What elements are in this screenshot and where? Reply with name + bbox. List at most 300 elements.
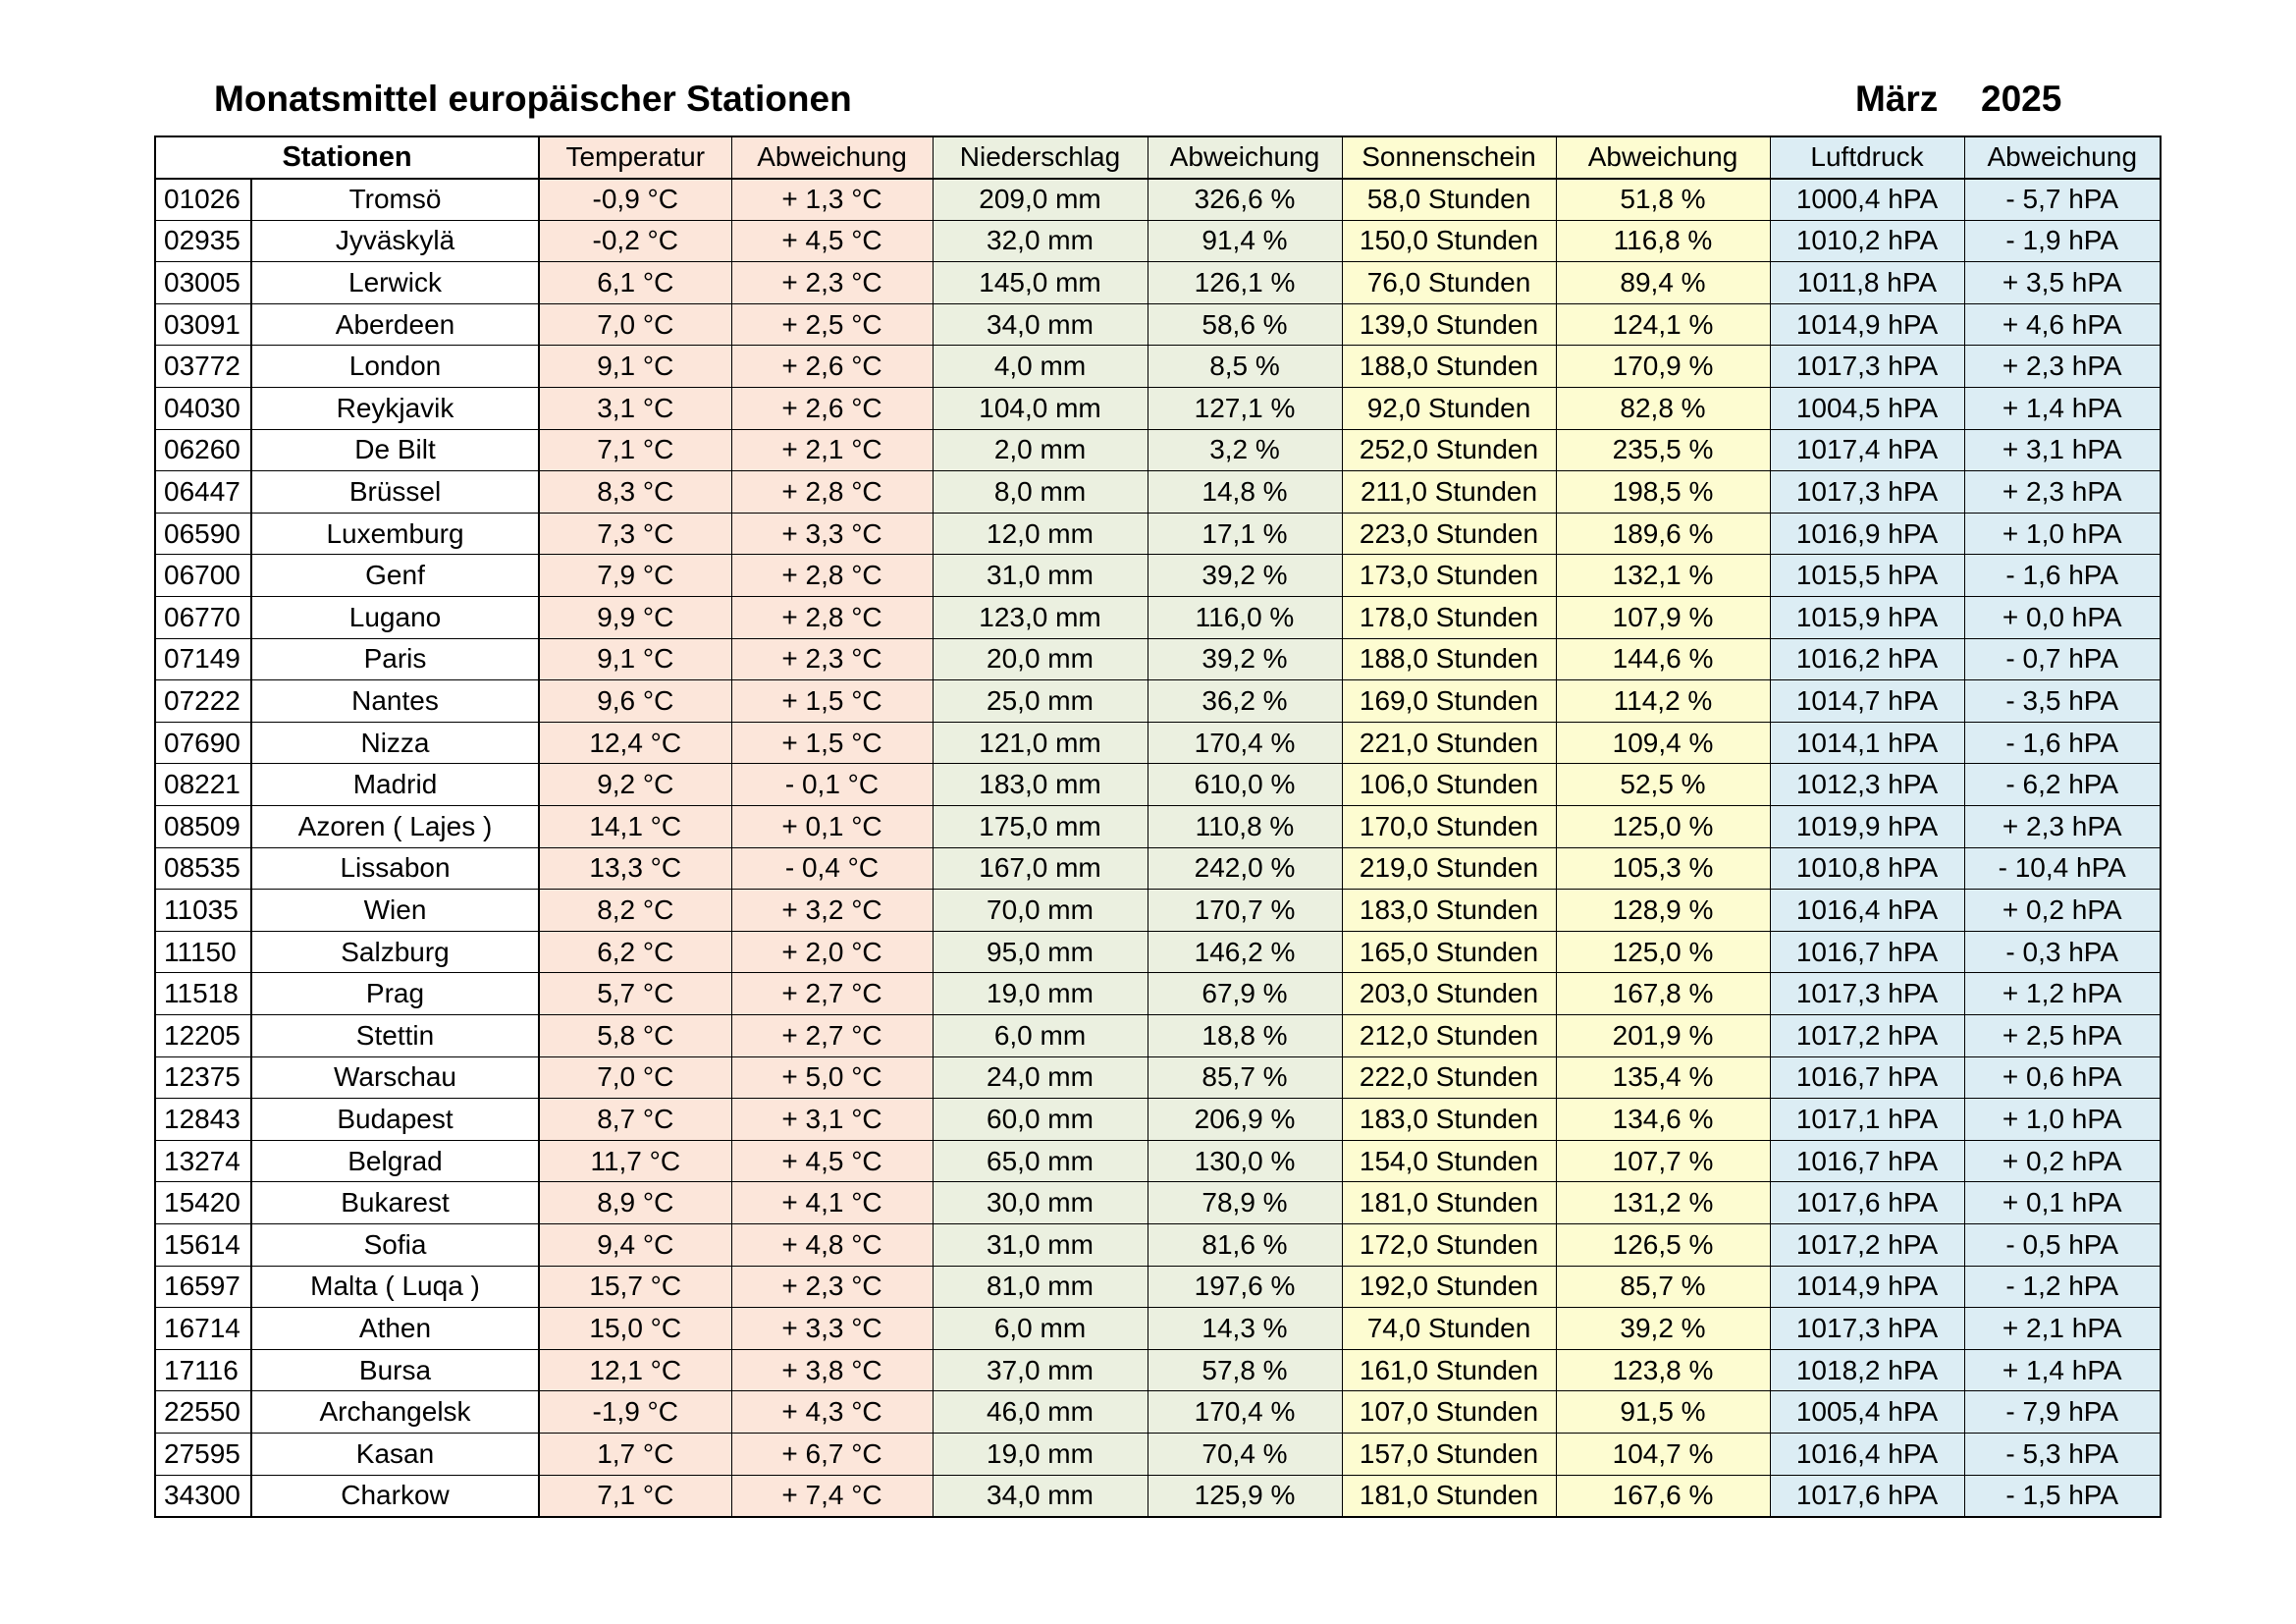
precipitation-cell: 81,0 mm bbox=[933, 1266, 1148, 1308]
sun-deviation-cell: 201,9 % bbox=[1556, 1014, 1770, 1056]
pres-deviation-cell: + 1,0 hPA bbox=[1964, 1099, 2161, 1141]
sun-deviation-cell: 128,9 % bbox=[1556, 890, 1770, 932]
table-row bbox=[155, 388, 2161, 430]
temperature-cell: 9,2 °C bbox=[539, 764, 731, 806]
table-row bbox=[155, 931, 2161, 973]
station-name: Archangelsk bbox=[251, 1391, 539, 1434]
sun-deviation-cell: 51,8 % bbox=[1556, 179, 1770, 221]
prec-deviation-cell: 3,2 % bbox=[1148, 429, 1342, 471]
station-name: Sofia bbox=[251, 1223, 539, 1266]
sun-deviation-cell: 235,5 % bbox=[1556, 429, 1770, 471]
station-id: 27595 bbox=[155, 1433, 251, 1475]
sunshine-cell: 58,0 Stunden bbox=[1342, 179, 1556, 221]
pres-deviation-cell: + 0,1 hPA bbox=[1964, 1182, 2161, 1224]
station-name: Kasan bbox=[251, 1433, 539, 1475]
pres-deviation-cell: + 0,6 hPA bbox=[1964, 1056, 2161, 1099]
temperature-cell: -0,2 °C bbox=[539, 220, 731, 262]
pressure-cell: 1014,1 hPA bbox=[1770, 722, 1964, 764]
temp-deviation-cell: - 0,1 °C bbox=[731, 764, 933, 806]
prec-deviation-cell: 610,0 % bbox=[1148, 764, 1342, 806]
station-id: 07690 bbox=[155, 722, 251, 764]
station-name: Aberdeen bbox=[251, 303, 539, 346]
station-id: 16597 bbox=[155, 1266, 251, 1308]
temp-deviation-cell: + 2,6 °C bbox=[731, 346, 933, 388]
station-name: Azoren ( Lajes ) bbox=[251, 806, 539, 848]
prec-deviation-cell: 57,8 % bbox=[1148, 1349, 1342, 1391]
sun-deviation-cell: 105,3 % bbox=[1556, 847, 1770, 890]
temp-deviation-cell: + 2,0 °C bbox=[731, 931, 933, 973]
table-row bbox=[155, 764, 2161, 806]
precipitation-cell: 31,0 mm bbox=[933, 555, 1148, 597]
table-row bbox=[155, 1056, 2161, 1099]
station-name: Luxemburg bbox=[251, 513, 539, 555]
sun-deviation-cell: 126,5 % bbox=[1556, 1223, 1770, 1266]
pressure-cell: 1017,2 hPA bbox=[1770, 1014, 1964, 1056]
precipitation-cell: 20,0 mm bbox=[933, 638, 1148, 680]
table-row bbox=[155, 303, 2161, 346]
temp-deviation-cell: + 1,3 °C bbox=[731, 179, 933, 221]
header-stations: Stationen bbox=[155, 136, 539, 179]
prec-deviation-cell: 39,2 % bbox=[1148, 555, 1342, 597]
pres-deviation-cell: - 1,2 hPA bbox=[1964, 1266, 2161, 1308]
pressure-cell: 1016,9 hPA bbox=[1770, 513, 1964, 555]
pres-deviation-cell: + 1,4 hPA bbox=[1964, 1349, 2161, 1391]
station-id: 08509 bbox=[155, 806, 251, 848]
temperature-cell: 12,1 °C bbox=[539, 1349, 731, 1391]
sun-deviation-cell: 198,5 % bbox=[1556, 471, 1770, 514]
pressure-cell: 1016,7 hPA bbox=[1770, 1140, 1964, 1182]
sun-deviation-cell: 132,1 % bbox=[1556, 555, 1770, 597]
pres-deviation-cell: + 2,1 hPA bbox=[1964, 1308, 2161, 1350]
precipitation-cell: 70,0 mm bbox=[933, 890, 1148, 932]
station-name: Nantes bbox=[251, 680, 539, 723]
sun-deviation-cell: 82,8 % bbox=[1556, 388, 1770, 430]
pres-deviation-cell: - 3,5 hPA bbox=[1964, 680, 2161, 723]
sun-deviation-cell: 114,2 % bbox=[1556, 680, 1770, 723]
precipitation-cell: 19,0 mm bbox=[933, 1433, 1148, 1475]
station-id: 11518 bbox=[155, 973, 251, 1015]
temp-deviation-cell: + 3,2 °C bbox=[731, 890, 933, 932]
sunshine-cell: 183,0 Stunden bbox=[1342, 1099, 1556, 1141]
station-id: 07222 bbox=[155, 680, 251, 723]
sunshine-cell: 76,0 Stunden bbox=[1342, 262, 1556, 304]
temperature-cell: 11,7 °C bbox=[539, 1140, 731, 1182]
temperature-cell: 1,7 °C bbox=[539, 1433, 731, 1475]
station-id: 03772 bbox=[155, 346, 251, 388]
precipitation-cell: 183,0 mm bbox=[933, 764, 1148, 806]
station-name: Prag bbox=[251, 973, 539, 1015]
prec-deviation-cell: 170,7 % bbox=[1148, 890, 1342, 932]
station-id: 06700 bbox=[155, 555, 251, 597]
station-id: 22550 bbox=[155, 1391, 251, 1434]
station-name: Brüssel bbox=[251, 471, 539, 514]
sun-deviation-cell: 107,9 % bbox=[1556, 597, 1770, 639]
temperature-cell: 8,3 °C bbox=[539, 471, 731, 514]
temperature-cell: 8,2 °C bbox=[539, 890, 731, 932]
pressure-cell: 1016,4 hPA bbox=[1770, 890, 1964, 932]
prec-deviation-cell: 326,6 % bbox=[1148, 179, 1342, 221]
pres-deviation-cell: - 10,4 hPA bbox=[1964, 847, 2161, 890]
temperature-cell: 5,7 °C bbox=[539, 973, 731, 1015]
sun-deviation-cell: 135,4 % bbox=[1556, 1056, 1770, 1099]
sunshine-cell: 165,0 Stunden bbox=[1342, 931, 1556, 973]
sunshine-cell: 203,0 Stunden bbox=[1342, 973, 1556, 1015]
temp-deviation-cell: + 2,3 °C bbox=[731, 262, 933, 304]
station-name: Genf bbox=[251, 555, 539, 597]
precipitation-cell: 145,0 mm bbox=[933, 262, 1148, 304]
table-row bbox=[155, 1223, 2161, 1266]
sunshine-cell: 107,0 Stunden bbox=[1342, 1391, 1556, 1434]
temp-deviation-cell: + 2,6 °C bbox=[731, 388, 933, 430]
table-row bbox=[155, 722, 2161, 764]
precipitation-cell: 8,0 mm bbox=[933, 471, 1148, 514]
pres-deviation-cell: + 1,4 hPA bbox=[1964, 388, 2161, 430]
prec-deviation-cell: 78,9 % bbox=[1148, 1182, 1342, 1224]
temperature-cell: -1,9 °C bbox=[539, 1391, 731, 1434]
temp-deviation-cell: + 4,5 °C bbox=[731, 220, 933, 262]
station-name: Budapest bbox=[251, 1099, 539, 1141]
prec-deviation-cell: 17,1 % bbox=[1148, 513, 1342, 555]
sunshine-cell: 106,0 Stunden bbox=[1342, 764, 1556, 806]
pressure-cell: 1016,4 hPA bbox=[1770, 1433, 1964, 1475]
table-row bbox=[155, 471, 2161, 514]
table-row bbox=[155, 220, 2161, 262]
station-id: 06260 bbox=[155, 429, 251, 471]
pres-deviation-cell: + 0,2 hPA bbox=[1964, 890, 2161, 932]
table-row bbox=[155, 1140, 2161, 1182]
temp-deviation-cell: + 2,5 °C bbox=[731, 303, 933, 346]
table-row bbox=[155, 513, 2161, 555]
temp-deviation-cell: + 3,8 °C bbox=[731, 1349, 933, 1391]
prec-deviation-cell: 14,8 % bbox=[1148, 471, 1342, 514]
precipitation-cell: 60,0 mm bbox=[933, 1099, 1148, 1141]
temperature-cell: 7,0 °C bbox=[539, 1056, 731, 1099]
table-row bbox=[155, 890, 2161, 932]
sunshine-cell: 169,0 Stunden bbox=[1342, 680, 1556, 723]
precipitation-cell: 37,0 mm bbox=[933, 1349, 1148, 1391]
sunshine-cell: 219,0 Stunden bbox=[1342, 847, 1556, 890]
temp-deviation-cell: + 2,8 °C bbox=[731, 471, 933, 514]
table-row bbox=[155, 1475, 2161, 1517]
temperature-cell: 9,1 °C bbox=[539, 638, 731, 680]
sunshine-cell: 211,0 Stunden bbox=[1342, 471, 1556, 514]
station-name: Malta ( Luqa ) bbox=[251, 1266, 539, 1308]
station-id: 12843 bbox=[155, 1099, 251, 1141]
pres-deviation-cell: - 0,5 hPA bbox=[1964, 1223, 2161, 1266]
table-row bbox=[155, 1308, 2161, 1350]
pressure-cell: 1005,4 hPA bbox=[1770, 1391, 1964, 1434]
table-row bbox=[155, 847, 2161, 890]
temp-deviation-cell: - 0,4 °C bbox=[731, 847, 933, 890]
station-name: Warschau bbox=[251, 1056, 539, 1099]
pressure-cell: 1017,3 hPA bbox=[1770, 1308, 1964, 1350]
station-id: 08535 bbox=[155, 847, 251, 890]
sunshine-cell: 181,0 Stunden bbox=[1342, 1475, 1556, 1517]
pressure-cell: 1016,2 hPA bbox=[1770, 638, 1964, 680]
pressure-cell: 1017,2 hPA bbox=[1770, 1223, 1964, 1266]
sun-deviation-cell: 104,7 % bbox=[1556, 1433, 1770, 1475]
temperature-cell: 5,8 °C bbox=[539, 1014, 731, 1056]
station-name: Nizza bbox=[251, 722, 539, 764]
table-row bbox=[155, 179, 2161, 221]
header-row bbox=[155, 136, 2161, 179]
station-id: 12375 bbox=[155, 1056, 251, 1099]
pres-deviation-cell: - 5,3 hPA bbox=[1964, 1433, 2161, 1475]
sun-deviation-cell: 125,0 % bbox=[1556, 806, 1770, 848]
temp-deviation-cell: + 2,8 °C bbox=[731, 555, 933, 597]
sunshine-cell: 139,0 Stunden bbox=[1342, 303, 1556, 346]
month-label: März bbox=[1855, 79, 1939, 119]
temp-deviation-cell: + 2,7 °C bbox=[731, 1014, 933, 1056]
sunshine-cell: 221,0 Stunden bbox=[1342, 722, 1556, 764]
temp-deviation-cell: + 4,5 °C bbox=[731, 1140, 933, 1182]
temperature-cell: 7,9 °C bbox=[539, 555, 731, 597]
temperature-cell: 12,4 °C bbox=[539, 722, 731, 764]
pres-deviation-cell: - 0,3 hPA bbox=[1964, 931, 2161, 973]
station-id: 15614 bbox=[155, 1223, 251, 1266]
table-row bbox=[155, 806, 2161, 848]
temperature-cell: 7,0 °C bbox=[539, 303, 731, 346]
temperature-cell: 7,1 °C bbox=[539, 1475, 731, 1517]
header-precipitation: Niederschlag bbox=[933, 136, 1148, 179]
station-name: Charkow bbox=[251, 1475, 539, 1517]
station-id: 06590 bbox=[155, 513, 251, 555]
sunshine-cell: 74,0 Stunden bbox=[1342, 1308, 1556, 1350]
sunshine-cell: 157,0 Stunden bbox=[1342, 1433, 1556, 1475]
prec-deviation-cell: 8,5 % bbox=[1148, 346, 1342, 388]
pres-deviation-cell: - 0,7 hPA bbox=[1964, 638, 2161, 680]
pres-deviation-cell: + 2,5 hPA bbox=[1964, 1014, 2161, 1056]
precipitation-cell: 34,0 mm bbox=[933, 1475, 1148, 1517]
header-sun-deviation: Abweichung bbox=[1556, 136, 1770, 179]
station-id: 13274 bbox=[155, 1140, 251, 1182]
station-name: London bbox=[251, 346, 539, 388]
prec-deviation-cell: 85,7 % bbox=[1148, 1056, 1342, 1099]
pressure-cell: 1014,9 hPA bbox=[1770, 1266, 1964, 1308]
prec-deviation-cell: 127,1 % bbox=[1148, 388, 1342, 430]
prec-deviation-cell: 170,4 % bbox=[1148, 722, 1342, 764]
pres-deviation-cell: + 0,2 hPA bbox=[1964, 1140, 2161, 1182]
temperature-cell: 8,9 °C bbox=[539, 1182, 731, 1224]
temperature-cell: 13,3 °C bbox=[539, 847, 731, 890]
pres-deviation-cell: + 4,6 hPA bbox=[1964, 303, 2161, 346]
sunshine-cell: 252,0 Stunden bbox=[1342, 429, 1556, 471]
sun-deviation-cell: 85,7 % bbox=[1556, 1266, 1770, 1308]
station-id: 02935 bbox=[155, 220, 251, 262]
precipitation-cell: 32,0 mm bbox=[933, 220, 1148, 262]
sunshine-cell: 154,0 Stunden bbox=[1342, 1140, 1556, 1182]
station-name: Wien bbox=[251, 890, 539, 932]
pressure-cell: 1011,8 hPA bbox=[1770, 262, 1964, 304]
sunshine-cell: 212,0 Stunden bbox=[1342, 1014, 1556, 1056]
station-name: Tromsö bbox=[251, 179, 539, 221]
station-name: Jyväskylä bbox=[251, 220, 539, 262]
sun-deviation-cell: 125,0 % bbox=[1556, 931, 1770, 973]
sun-deviation-cell: 124,1 % bbox=[1556, 303, 1770, 346]
prec-deviation-cell: 36,2 % bbox=[1148, 680, 1342, 723]
pressure-cell: 1015,5 hPA bbox=[1770, 555, 1964, 597]
sunshine-cell: 92,0 Stunden bbox=[1342, 388, 1556, 430]
pres-deviation-cell: + 0,0 hPA bbox=[1964, 597, 2161, 639]
temp-deviation-cell: + 3,1 °C bbox=[731, 1099, 933, 1141]
precipitation-cell: 31,0 mm bbox=[933, 1223, 1148, 1266]
header-prec-deviation: Abweichung bbox=[1148, 136, 1342, 179]
sun-deviation-cell: 116,8 % bbox=[1556, 220, 1770, 262]
sunshine-cell: 161,0 Stunden bbox=[1342, 1349, 1556, 1391]
sun-deviation-cell: 134,6 % bbox=[1556, 1099, 1770, 1141]
pres-deviation-cell: + 1,2 hPA bbox=[1964, 973, 2161, 1015]
precipitation-cell: 65,0 mm bbox=[933, 1140, 1148, 1182]
pres-deviation-cell: + 2,3 hPA bbox=[1964, 471, 2161, 514]
pres-deviation-cell: - 6,2 hPA bbox=[1964, 764, 2161, 806]
table-row bbox=[155, 1433, 2161, 1475]
precipitation-cell: 4,0 mm bbox=[933, 346, 1148, 388]
temp-deviation-cell: + 1,5 °C bbox=[731, 722, 933, 764]
precipitation-cell: 95,0 mm bbox=[933, 931, 1148, 973]
temperature-cell: -0,9 °C bbox=[539, 179, 731, 221]
prec-deviation-cell: 58,6 % bbox=[1148, 303, 1342, 346]
prec-deviation-cell: 14,3 % bbox=[1148, 1308, 1342, 1350]
sunshine-cell: 150,0 Stunden bbox=[1342, 220, 1556, 262]
station-id: 17116 bbox=[155, 1349, 251, 1391]
sun-deviation-cell: 39,2 % bbox=[1556, 1308, 1770, 1350]
sunshine-cell: 178,0 Stunden bbox=[1342, 597, 1556, 639]
sunshine-cell: 181,0 Stunden bbox=[1342, 1182, 1556, 1224]
station-name: Bursa bbox=[251, 1349, 539, 1391]
table-row bbox=[155, 429, 2161, 471]
temperature-cell: 6,1 °C bbox=[539, 262, 731, 304]
pressure-cell: 1018,2 hPA bbox=[1770, 1349, 1964, 1391]
table-row bbox=[155, 973, 2161, 1015]
pressure-cell: 1017,3 hPA bbox=[1770, 973, 1964, 1015]
prec-deviation-cell: 126,1 % bbox=[1148, 262, 1342, 304]
precipitation-cell: 123,0 mm bbox=[933, 597, 1148, 639]
pres-deviation-cell: + 1,0 hPA bbox=[1964, 513, 2161, 555]
prec-deviation-cell: 206,9 % bbox=[1148, 1099, 1342, 1141]
station-name: Athen bbox=[251, 1308, 539, 1350]
sunshine-cell: 192,0 Stunden bbox=[1342, 1266, 1556, 1308]
prec-deviation-cell: 110,8 % bbox=[1148, 806, 1342, 848]
station-name: Belgrad bbox=[251, 1140, 539, 1182]
station-id: 16714 bbox=[155, 1308, 251, 1350]
temp-deviation-cell: + 5,0 °C bbox=[731, 1056, 933, 1099]
station-id: 15420 bbox=[155, 1182, 251, 1224]
station-name: Reykjavik bbox=[251, 388, 539, 430]
temp-deviation-cell: + 4,1 °C bbox=[731, 1182, 933, 1224]
temperature-cell: 15,0 °C bbox=[539, 1308, 731, 1350]
precipitation-cell: 175,0 mm bbox=[933, 806, 1148, 848]
sunshine-cell: 183,0 Stunden bbox=[1342, 890, 1556, 932]
prec-deviation-cell: 39,2 % bbox=[1148, 638, 1342, 680]
station-id: 06447 bbox=[155, 471, 251, 514]
sun-deviation-cell: 189,6 % bbox=[1556, 513, 1770, 555]
temperature-cell: 6,2 °C bbox=[539, 931, 731, 973]
prec-deviation-cell: 125,9 % bbox=[1148, 1475, 1342, 1517]
station-id: 04030 bbox=[155, 388, 251, 430]
pressure-cell: 1017,6 hPA bbox=[1770, 1475, 1964, 1517]
sun-deviation-cell: 89,4 % bbox=[1556, 262, 1770, 304]
temperature-cell: 9,6 °C bbox=[539, 680, 731, 723]
temp-deviation-cell: + 6,7 °C bbox=[731, 1433, 933, 1475]
pres-deviation-cell: + 2,3 hPA bbox=[1964, 806, 2161, 848]
sun-deviation-cell: 107,7 % bbox=[1556, 1140, 1770, 1182]
header-temp-deviation: Abweichung bbox=[731, 136, 933, 179]
pressure-cell: 1017,4 hPA bbox=[1770, 429, 1964, 471]
precipitation-cell: 46,0 mm bbox=[933, 1391, 1148, 1434]
precipitation-cell: 209,0 mm bbox=[933, 179, 1148, 221]
pressure-cell: 1010,8 hPA bbox=[1770, 847, 1964, 890]
station-id: 34300 bbox=[155, 1475, 251, 1517]
table-row bbox=[155, 597, 2161, 639]
pressure-cell: 1014,9 hPA bbox=[1770, 303, 1964, 346]
year-label: 2025 bbox=[1981, 79, 2062, 119]
page-title: Monatsmittel europäischer Stationen bbox=[214, 79, 852, 119]
temperature-cell: 9,9 °C bbox=[539, 597, 731, 639]
temp-deviation-cell: + 2,8 °C bbox=[731, 597, 933, 639]
pres-deviation-cell: + 3,5 hPA bbox=[1964, 262, 2161, 304]
sunshine-cell: 170,0 Stunden bbox=[1342, 806, 1556, 848]
table-row bbox=[155, 680, 2161, 723]
temperature-cell: 9,4 °C bbox=[539, 1223, 731, 1266]
precipitation-cell: 6,0 mm bbox=[933, 1308, 1148, 1350]
table-row bbox=[155, 638, 2161, 680]
pressure-cell: 1016,7 hPA bbox=[1770, 1056, 1964, 1099]
sun-deviation-cell: 131,2 % bbox=[1556, 1182, 1770, 1224]
table-row bbox=[155, 1349, 2161, 1391]
station-name: De Bilt bbox=[251, 429, 539, 471]
sunshine-cell: 173,0 Stunden bbox=[1342, 555, 1556, 597]
prec-deviation-cell: 242,0 % bbox=[1148, 847, 1342, 890]
pres-deviation-cell: - 5,7 hPA bbox=[1964, 179, 2161, 221]
pres-deviation-cell: - 1,6 hPA bbox=[1964, 555, 2161, 597]
pressure-cell: 1016,7 hPA bbox=[1770, 931, 1964, 973]
temp-deviation-cell: + 1,5 °C bbox=[731, 680, 933, 723]
pres-deviation-cell: - 1,6 hPA bbox=[1964, 722, 2161, 764]
station-id: 08221 bbox=[155, 764, 251, 806]
precipitation-cell: 6,0 mm bbox=[933, 1014, 1148, 1056]
sunshine-cell: 223,0 Stunden bbox=[1342, 513, 1556, 555]
sunshine-cell: 188,0 Stunden bbox=[1342, 346, 1556, 388]
precipitation-cell: 34,0 mm bbox=[933, 303, 1148, 346]
temperature-cell: 7,1 °C bbox=[539, 429, 731, 471]
pressure-cell: 1017,3 hPA bbox=[1770, 471, 1964, 514]
header-pres-deviation: Abweichung bbox=[1964, 136, 2161, 179]
prec-deviation-cell: 197,6 % bbox=[1148, 1266, 1342, 1308]
sun-deviation-cell: 123,8 % bbox=[1556, 1349, 1770, 1391]
table-row bbox=[155, 346, 2161, 388]
pressure-cell: 1019,9 hPA bbox=[1770, 806, 1964, 848]
prec-deviation-cell: 67,9 % bbox=[1148, 973, 1342, 1015]
header-temperature: Temperatur bbox=[539, 136, 731, 179]
header-sunshine: Sonnenschein bbox=[1342, 136, 1556, 179]
table-row bbox=[155, 262, 2161, 304]
temperature-cell: 15,7 °C bbox=[539, 1266, 731, 1308]
sun-deviation-cell: 167,8 % bbox=[1556, 973, 1770, 1015]
prec-deviation-cell: 70,4 % bbox=[1148, 1433, 1342, 1475]
station-name: Lugano bbox=[251, 597, 539, 639]
pressure-cell: 1017,3 hPA bbox=[1770, 346, 1964, 388]
station-name: Lissabon bbox=[251, 847, 539, 890]
prec-deviation-cell: 130,0 % bbox=[1148, 1140, 1342, 1182]
pressure-cell: 1017,1 hPA bbox=[1770, 1099, 1964, 1141]
header-pressure: Luftdruck bbox=[1770, 136, 1964, 179]
precipitation-cell: 121,0 mm bbox=[933, 722, 1148, 764]
prec-deviation-cell: 116,0 % bbox=[1148, 597, 1342, 639]
sun-deviation-cell: 91,5 % bbox=[1556, 1391, 1770, 1434]
temperature-cell: 9,1 °C bbox=[539, 346, 731, 388]
table-row bbox=[155, 1014, 2161, 1056]
sun-deviation-cell: 144,6 % bbox=[1556, 638, 1770, 680]
